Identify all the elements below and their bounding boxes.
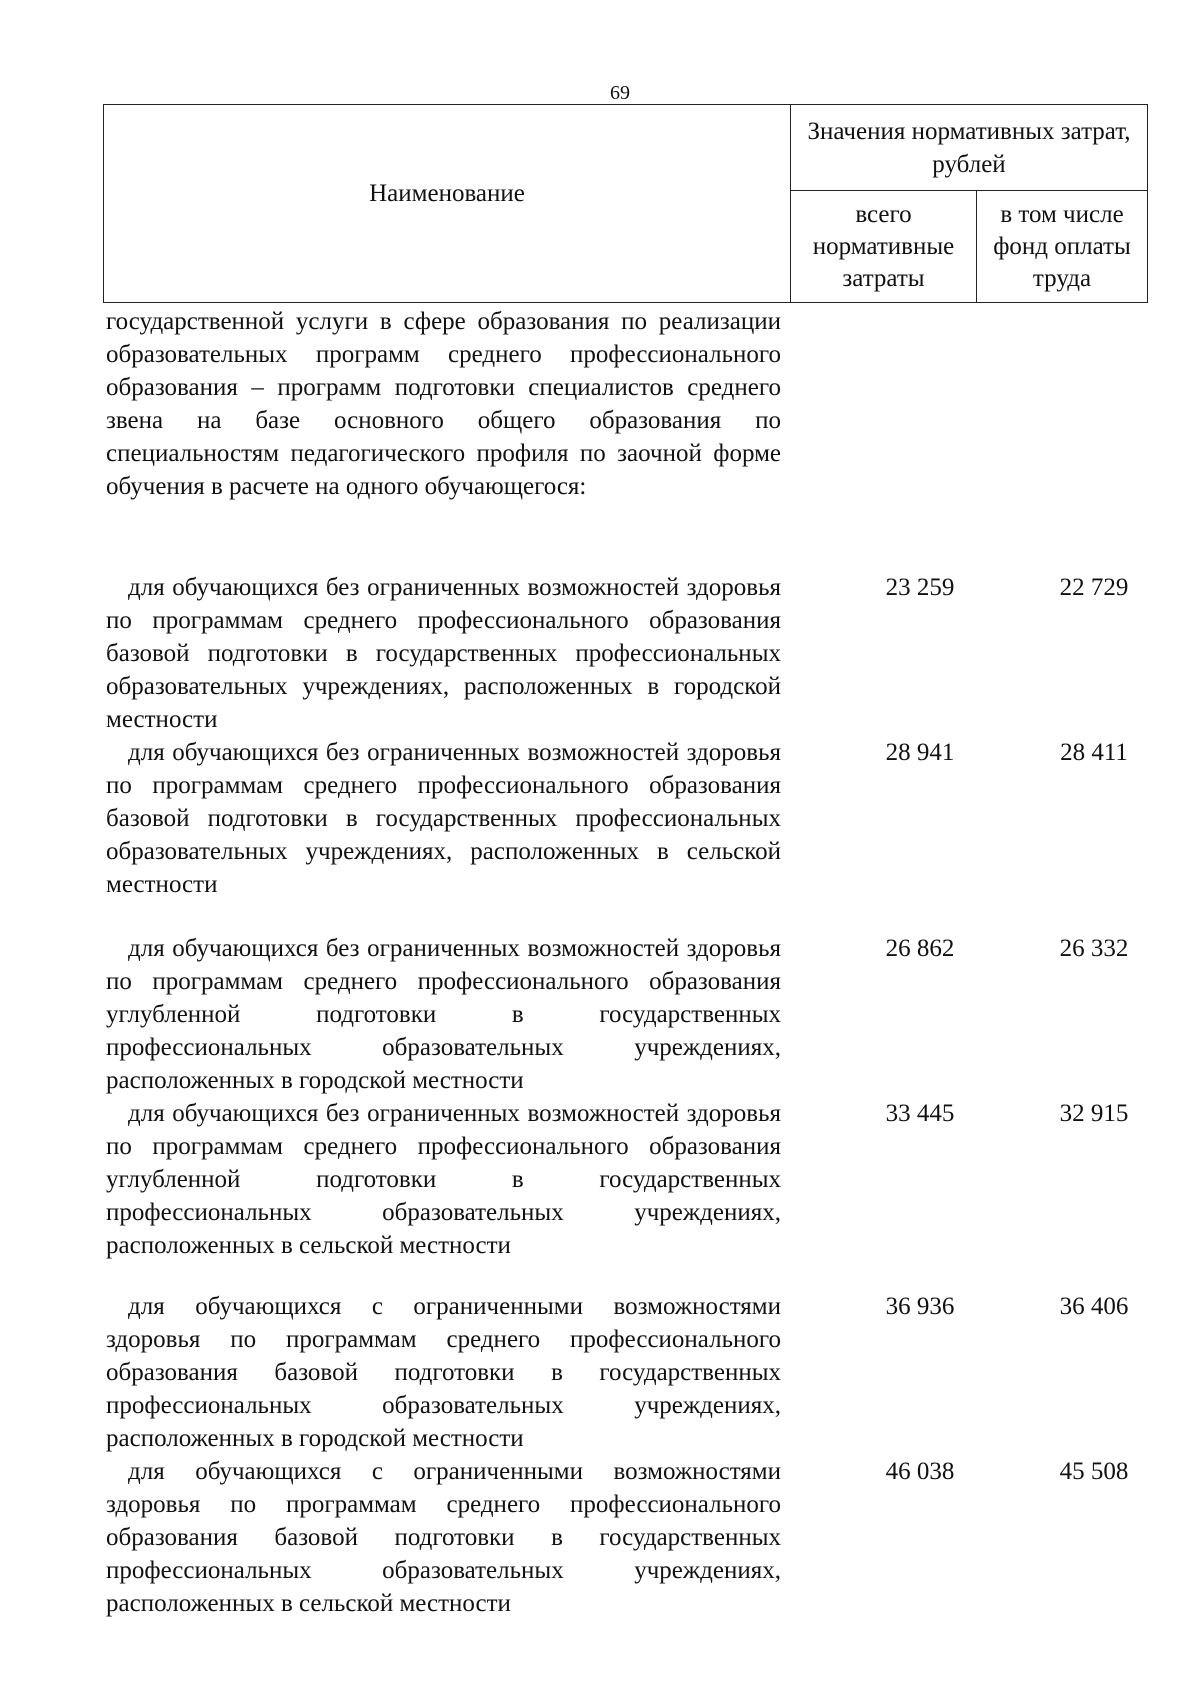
row-description: для обучающихся без ограниченных возможностей здоровья по программам среднего профессионального образования углубленной подготовки в государственных профессиональных образовательных учреждениях, расположенных в городской местности bbox=[106, 935, 781, 1094]
row-wage-value: 28 411 bbox=[1060, 739, 1128, 766]
row-description: для обучающихся без ограниченных возможностей здоровья по программам среднего профессионального образования базовой подготовки в государственных профессиональных образовательных учреждениях, расположенных в сельской местности bbox=[106, 739, 781, 898]
intro-text: государственной услуги в сфере образования по реализации образовательных программ среднего профессионального образования – программ подготовки специалистов среднего звена на базе основного общего образования по специальностям педагогического профиля по заочной форме обучения в расчете на одного обучающегося: bbox=[106, 308, 781, 500]
row-total-value: 46 038 bbox=[885, 1458, 955, 1485]
row-total-value: 36 936 bbox=[885, 1293, 955, 1320]
table-header bbox=[103, 104, 1148, 303]
column-header-wage-fund: в том числе фонд оплаты труда bbox=[993, 200, 1131, 292]
column-header-name: Наименование bbox=[104, 105, 791, 302]
row-total-value: 28 941 bbox=[885, 739, 955, 766]
row-wage-value: 32 915 bbox=[1059, 1100, 1129, 1127]
row-description: для обучающихся с ограниченными возможностями здоровья по программам среднего профессионального образования базовой подготовки в государственных профессиональных образовательных учреждениях, расположенных в городской местности bbox=[106, 1293, 781, 1452]
row-total-value: 33 445 bbox=[885, 1100, 955, 1127]
row-wage-value: 45 508 bbox=[1059, 1458, 1129, 1485]
row-wage-value: 22 729 bbox=[1059, 574, 1129, 601]
row-description: для обучающихся без ограниченных возможностей здоровья по программам среднего профессионального образования углубленной подготовки в государственных профессиональных образовательных учреждениях, расположенных в сельской местности bbox=[106, 1100, 781, 1259]
row-total-value: 23 259 bbox=[885, 574, 955, 601]
row-wage-value: 36 406 bbox=[1059, 1293, 1129, 1320]
page-number: 69 bbox=[610, 82, 630, 104]
column-header-values-group: Значения нормативных затрат, рублей bbox=[791, 105, 1147, 191]
row-description: для обучающихся с ограниченными возможностями здоровья по программам среднего профессионального образования базовой подготовки в государственных профессиональных образовательных учреждениях, расположенных в сельской местности bbox=[106, 1458, 781, 1617]
row-total-value: 26 862 bbox=[885, 935, 955, 962]
row-wage-value: 26 332 bbox=[1059, 935, 1129, 962]
row-description: для обучающихся без ограниченных возможностей здоровья по программам среднего профессионального образования базовой подготовки в государственных профессиональных образовательных учреждениях, расположенных в городской местности bbox=[106, 574, 781, 733]
column-header-total: всего нормативные затраты bbox=[791, 191, 977, 302]
